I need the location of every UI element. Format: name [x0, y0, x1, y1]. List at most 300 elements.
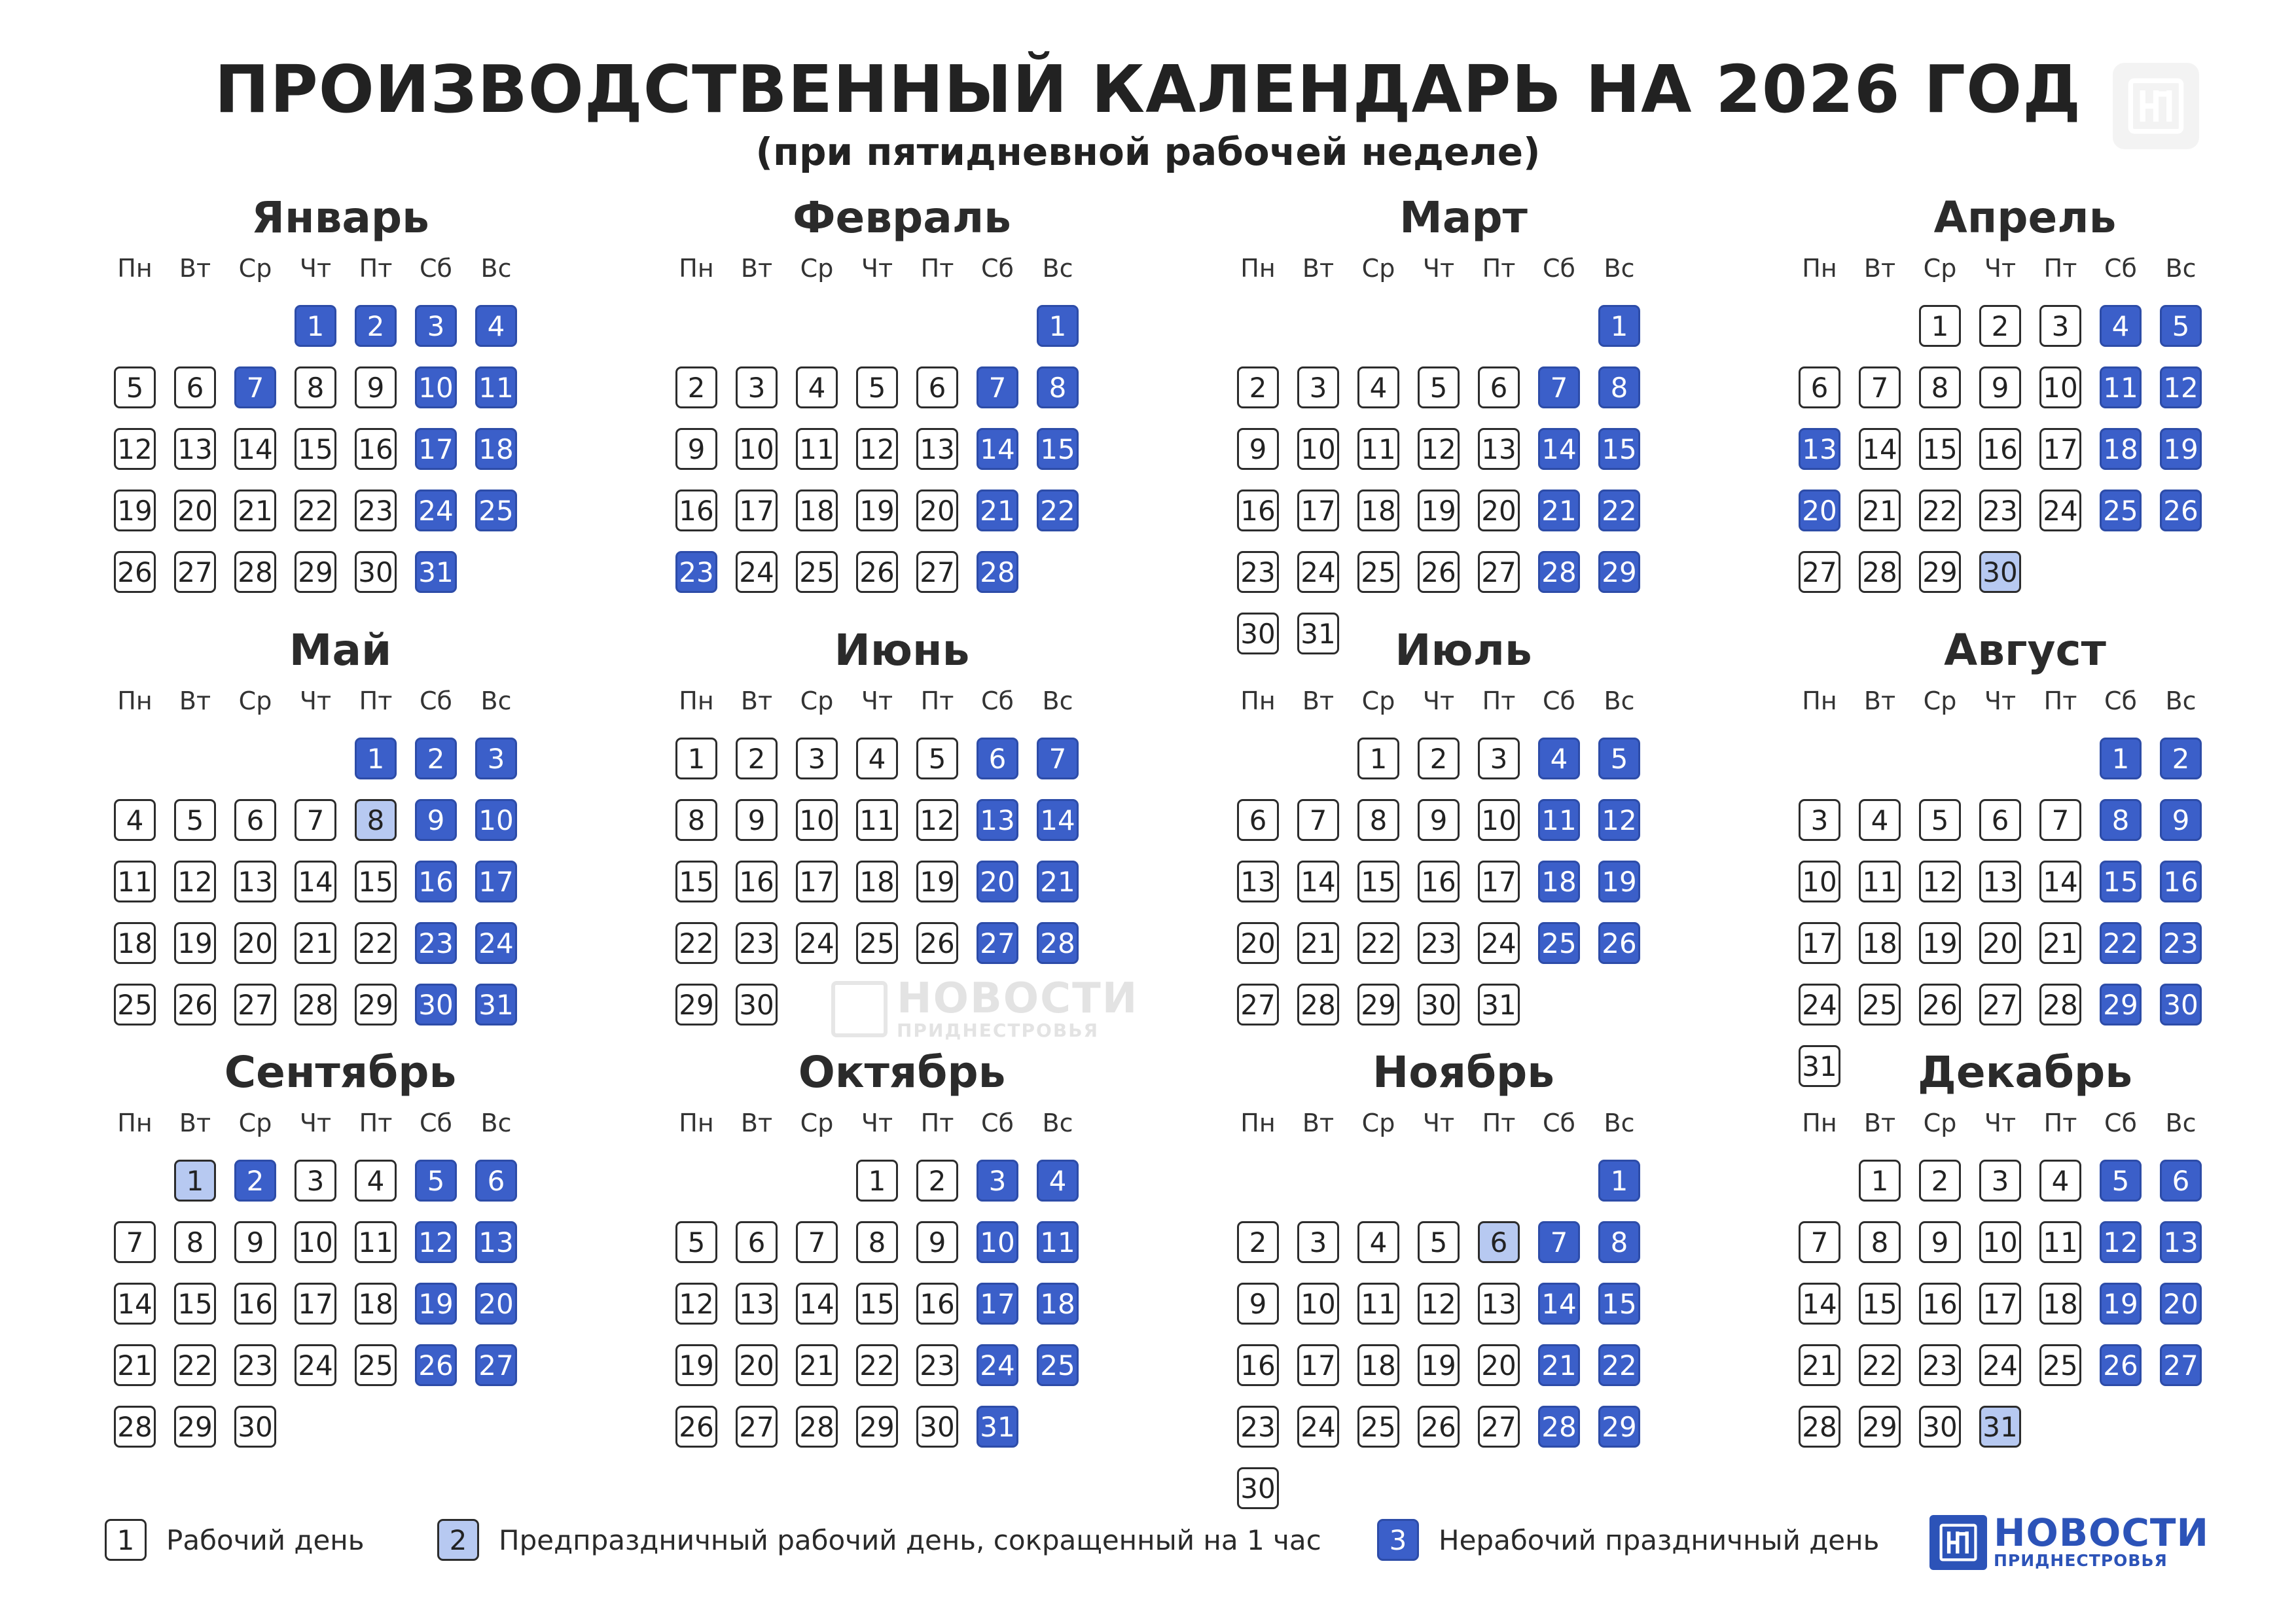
day-cell-work: 17 — [1297, 490, 1339, 531]
day-cell-work: 21 — [1297, 922, 1339, 964]
day-cell-pre-holiday: 1 — [174, 1160, 216, 1202]
weekday-label: Пн — [1802, 687, 1837, 715]
weekday-label: Пт — [2043, 254, 2077, 283]
weekday-label: Сб — [2104, 254, 2137, 283]
day-cell-work: 3 — [2039, 305, 2081, 347]
day-cell-work: 14 — [1859, 428, 1901, 470]
day-cell-work: 12 — [916, 799, 958, 841]
day-cell-work: 24 — [736, 551, 778, 593]
day-cell-holiday: 1 — [2100, 738, 2142, 779]
day-cell-holiday: 14 — [1538, 1283, 1580, 1325]
weekday-label: Сб — [1543, 687, 1575, 715]
weekday-label: Ср — [238, 1109, 272, 1137]
day-cell-work: 15 — [1357, 861, 1399, 902]
day-cell-work: 11 — [355, 1221, 397, 1263]
day-cell-holiday: 15 — [1037, 428, 1079, 470]
day-cell-holiday: 20 — [2160, 1283, 2202, 1325]
day-cell-work: 4 — [355, 1160, 397, 1202]
day-cell-work: 2 — [1237, 1221, 1279, 1263]
day-cell-holiday: 21 — [1538, 490, 1580, 531]
month-name: Февраль — [793, 192, 1011, 243]
weekday-label: Ср — [800, 254, 834, 283]
day-cell-holiday: 7 — [234, 366, 276, 408]
weekday-label: Пт — [359, 1109, 393, 1137]
weekday-label: Вс — [2165, 687, 2197, 715]
day-cell-pre-holiday: 30 — [1979, 551, 2021, 593]
day-cell-work: 9 — [736, 799, 778, 841]
day-cell-holiday: 12 — [1598, 799, 1640, 841]
day-cell-work: 6 — [1799, 366, 1840, 408]
day-cell-holiday: 7 — [1037, 738, 1079, 779]
day-cell-holiday: 29 — [1598, 551, 1640, 593]
weekday-label: Вт — [1302, 1109, 1335, 1137]
day-cell-work: 20 — [1237, 922, 1279, 964]
day-cell-work: 21 — [1799, 1344, 1840, 1386]
day-cell-work: 4 — [114, 799, 156, 841]
day-cell-work: 24 — [1297, 551, 1339, 593]
weekday-label: Вт — [179, 687, 211, 715]
day-cell-work: 18 — [1357, 1344, 1399, 1386]
day-cell-work: 13 — [1478, 1283, 1520, 1325]
weekday-label: Сб — [981, 1109, 1014, 1137]
day-cell-holiday: 11 — [2100, 366, 2142, 408]
weekday-label: Чт — [1422, 1109, 1455, 1137]
weekday-label: Ср — [800, 1109, 834, 1137]
day-cell-work: 12 — [856, 428, 898, 470]
day-cell-work: 7 — [1859, 366, 1901, 408]
day-cell-work: 11 — [2039, 1221, 2081, 1263]
day-cell-work: 8 — [174, 1221, 216, 1263]
weekday-label: Ср — [1923, 1109, 1957, 1137]
day-cell-work: 14 — [295, 861, 336, 902]
day-cell-work: 8 — [675, 799, 717, 841]
day-cell-work: 8 — [1859, 1221, 1901, 1263]
day-cell-work: 22 — [1357, 922, 1399, 964]
day-cell-work: 15 — [355, 861, 397, 902]
day-cell-holiday: 13 — [977, 799, 1018, 841]
day-cell-holiday: 5 — [1598, 738, 1640, 779]
day-cell-work: 12 — [1919, 861, 1961, 902]
day-cell-work: 1 — [856, 1160, 898, 1202]
day-cell-work: 3 — [1297, 1221, 1339, 1263]
weekday-label: Вс — [1604, 1109, 1635, 1137]
day-cell-work: 17 — [736, 490, 778, 531]
weekday-label: Чт — [299, 687, 332, 715]
weekday-label: Ср — [1923, 687, 1957, 715]
day-cell-work: 5 — [856, 366, 898, 408]
day-cell-work: 28 — [2039, 984, 2081, 1026]
day-cell-holiday: 8 — [1598, 366, 1640, 408]
day-cell-holiday: 5 — [2100, 1160, 2142, 1202]
day-cell-work: 13 — [174, 428, 216, 470]
day-cell-work: 18 — [2039, 1283, 2081, 1325]
day-cell-work: 24 — [295, 1344, 336, 1386]
month-name: Апрель — [1933, 192, 2117, 243]
day-cell-work: 23 — [355, 490, 397, 531]
day-cell-pre-holiday: 6 — [1478, 1221, 1520, 1263]
month-name: Май — [289, 625, 392, 675]
day-cell-holiday: 8 — [1598, 1221, 1640, 1263]
weekday-label: Чт — [861, 1109, 893, 1137]
day-cell-work: 30 — [355, 551, 397, 593]
day-cell-work: 29 — [675, 984, 717, 1026]
weekday-label: Вс — [1604, 687, 1635, 715]
day-cell-work: 26 — [916, 922, 958, 964]
day-cell-work: 7 — [2039, 799, 2081, 841]
day-cell-work: 24 — [1799, 984, 1840, 1026]
day-cell-holiday: 24 — [977, 1344, 1018, 1386]
weekday-label: Сб — [420, 687, 452, 715]
day-cell-holiday: 13 — [1799, 428, 1840, 470]
day-cell-work: 11 — [114, 861, 156, 902]
day-cell-work: 22 — [1919, 490, 1961, 531]
day-cell-holiday: 17 — [977, 1283, 1018, 1325]
day-cell-holiday: 6 — [475, 1160, 517, 1202]
weekday-label: Ср — [1923, 254, 1957, 283]
day-cell-work: 5 — [1919, 799, 1961, 841]
day-cell-work: 8 — [295, 366, 336, 408]
day-cell-work: 9 — [1418, 799, 1460, 841]
day-cell-holiday: 7 — [977, 366, 1018, 408]
day-cell-work: 29 — [856, 1406, 898, 1448]
day-cell-work: 15 — [856, 1283, 898, 1325]
day-cell-work: 17 — [1478, 861, 1520, 902]
day-cell-work: 6 — [234, 799, 276, 841]
day-cell-holiday: 24 — [415, 490, 457, 531]
day-cell-work: 30 — [234, 1406, 276, 1448]
weekday-label: Пн — [1802, 254, 1837, 283]
day-cell-holiday: 9 — [415, 799, 457, 841]
month-name: Июль — [1395, 625, 1532, 675]
day-cell-work: 9 — [355, 366, 397, 408]
day-cell-holiday: 25 — [2100, 490, 2142, 531]
day-cell-work: 21 — [1859, 490, 1901, 531]
day-cell-work: 4 — [2039, 1160, 2081, 1202]
day-cell-holiday: 29 — [1598, 1406, 1640, 1448]
day-cell-holiday: 19 — [1598, 861, 1640, 902]
day-cell-holiday: 6 — [2160, 1160, 2202, 1202]
day-cell-work: 1 — [1859, 1160, 1901, 1202]
day-cell-holiday: 10 — [475, 799, 517, 841]
day-cell-work: 30 — [1919, 1406, 1961, 1448]
day-cell-holiday: 8 — [1037, 366, 1079, 408]
weekday-label: Вт — [179, 254, 211, 283]
day-cell-holiday: 20 — [1799, 490, 1840, 531]
weekday-label: Вт — [740, 1109, 773, 1137]
day-cell-work: 10 — [2039, 366, 2081, 408]
day-cell-holiday: 1 — [1598, 1160, 1640, 1202]
day-cell-work: 28 — [796, 1406, 838, 1448]
day-cell-work: 24 — [1478, 922, 1520, 964]
day-cell-work: 8 — [1919, 366, 1961, 408]
day-cell-work: 16 — [1919, 1283, 1961, 1325]
day-cell-work: 5 — [675, 1221, 717, 1263]
month-name: Сентябрь — [224, 1047, 457, 1097]
day-cell-holiday: 28 — [1538, 1406, 1580, 1448]
day-cell-work: 26 — [1919, 984, 1961, 1026]
day-cell-work: 23 — [1418, 922, 1460, 964]
day-cell-work: 27 — [1478, 1406, 1520, 1448]
weekday-label: Сб — [2104, 687, 2137, 715]
day-cell-holiday: 2 — [234, 1160, 276, 1202]
brand-logo — [1929, 1510, 2210, 1570]
day-cell-work: 5 — [174, 799, 216, 841]
weekday-label: Вс — [2165, 254, 2197, 283]
day-cell-work: 3 — [736, 366, 778, 408]
day-cell-work: 2 — [916, 1160, 958, 1202]
day-cell-holiday: 19 — [415, 1283, 457, 1325]
day-cell-holiday: 22 — [2100, 922, 2142, 964]
day-cell-work: 21 — [796, 1344, 838, 1386]
day-cell-holiday: 6 — [977, 738, 1018, 779]
day-cell-work: 30 — [1237, 1467, 1279, 1509]
day-cell-holiday: 31 — [475, 984, 517, 1026]
day-cell-holiday: 17 — [415, 428, 457, 470]
day-cell-holiday: 2 — [2160, 738, 2202, 779]
day-cell-holiday: 16 — [415, 861, 457, 902]
day-cell-work: 22 — [1859, 1344, 1901, 1386]
day-cell-holiday: 27 — [977, 922, 1018, 964]
day-cell-pre-holiday: 31 — [1979, 1406, 2021, 1448]
day-cell-holiday: 11 — [1037, 1221, 1079, 1263]
day-cell-work: 14 — [1799, 1283, 1840, 1325]
day-cell-work: 2 — [736, 738, 778, 779]
day-cell-work: 22 — [355, 922, 397, 964]
day-cell-holiday: 4 — [1538, 738, 1580, 779]
day-cell-holiday: 5 — [2160, 305, 2202, 347]
day-cell-work: 21 — [295, 922, 336, 964]
day-cell-work: 18 — [1357, 490, 1399, 531]
weekday-label: Пт — [359, 254, 393, 283]
day-cell-work: 8 — [856, 1221, 898, 1263]
day-cell-holiday: 7 — [1538, 1221, 1580, 1263]
day-cell-work: 28 — [295, 984, 336, 1026]
weekday-label: Вс — [480, 687, 512, 715]
weekday-label: Пн — [117, 254, 152, 283]
day-cell-holiday: 25 — [1538, 922, 1580, 964]
legend-pre-holiday-sample: 2 — [437, 1519, 479, 1561]
day-cell-work: 17 — [2039, 428, 2081, 470]
day-cell-holiday: 1 — [1037, 305, 1079, 347]
day-cell-work: 24 — [2039, 490, 2081, 531]
day-cell-work: 30 — [1237, 613, 1279, 654]
weekday-label: Пт — [2043, 687, 2077, 715]
weekday-label: Вт — [1863, 254, 1896, 283]
day-cell-holiday: 10 — [977, 1221, 1018, 1263]
day-cell-work: 3 — [295, 1160, 336, 1202]
day-cell-holiday: 29 — [2100, 984, 2142, 1026]
day-cell-work: 3 — [796, 738, 838, 779]
page-title: ПРОИЗВОДСТВЕННЫЙ КАЛЕНДАРЬ НА 2026 ГОД — [214, 51, 2082, 128]
day-cell-work: 15 — [1859, 1283, 1901, 1325]
month-name: Декабрь — [1918, 1047, 2132, 1097]
day-cell-work: 4 — [856, 738, 898, 779]
day-cell-holiday: 13 — [2160, 1221, 2202, 1263]
day-cell-work: 23 — [736, 922, 778, 964]
weekday-label: Пт — [920, 254, 954, 283]
legend-pre-holiday-label: Предпраздничный рабочий день, сокращенный на 1 час — [499, 1524, 1321, 1556]
legend-holiday-sample: 3 — [1377, 1519, 1419, 1561]
day-cell-holiday: 22 — [1598, 1344, 1640, 1386]
weekday-label: Пт — [920, 1109, 954, 1137]
day-cell-work: 6 — [916, 366, 958, 408]
day-cell-work: 21 — [2039, 922, 2081, 964]
day-cell-work: 20 — [1478, 1344, 1520, 1386]
day-cell-work: 24 — [1297, 1406, 1339, 1448]
day-cell-work: 4 — [1357, 1221, 1399, 1263]
weekday-label: Пт — [1482, 254, 1516, 283]
day-cell-holiday: 28 — [977, 551, 1018, 593]
day-cell-work: 3 — [1979, 1160, 2021, 1202]
day-cell-work: 10 — [1297, 1283, 1339, 1325]
day-cell-holiday: 15 — [2100, 861, 2142, 902]
weekday-label: Пн — [679, 687, 714, 715]
day-cell-work: 14 — [114, 1283, 156, 1325]
day-cell-work: 3 — [1478, 738, 1520, 779]
day-cell-work: 2 — [1237, 366, 1279, 408]
weekday-label: Пт — [2043, 1109, 2077, 1137]
day-cell-holiday: 19 — [2160, 428, 2202, 470]
day-cell-holiday: 1 — [1598, 305, 1640, 347]
day-cell-work: 26 — [675, 1406, 717, 1448]
weekday-label: Вт — [740, 687, 773, 715]
day-cell-work: 17 — [1799, 922, 1840, 964]
weekday-label: Вт — [1863, 1109, 1896, 1137]
day-cell-work: 19 — [1418, 490, 1460, 531]
day-cell-work: 10 — [295, 1221, 336, 1263]
watermark-brand-name: НОВОСТИ — [897, 974, 1139, 1023]
day-cell-holiday: 23 — [415, 922, 457, 964]
day-cell-work: 19 — [856, 490, 898, 531]
day-cell-holiday: 4 — [475, 305, 517, 347]
weekday-label: Пн — [1240, 687, 1276, 715]
weekday-label: Чт — [861, 687, 893, 715]
day-cell-work: 23 — [916, 1344, 958, 1386]
day-cell-holiday: 9 — [2160, 799, 2202, 841]
day-cell-work: 31 — [1478, 984, 1520, 1026]
weekday-label: Ср — [1361, 254, 1395, 283]
day-cell-work: 17 — [295, 1283, 336, 1325]
day-cell-holiday: 23 — [2160, 922, 2202, 964]
day-cell-work: 15 — [675, 861, 717, 902]
weekday-label: Сб — [1543, 254, 1575, 283]
day-cell-work: 6 — [736, 1221, 778, 1263]
day-cell-work: 29 — [295, 551, 336, 593]
day-cell-holiday: 13 — [475, 1221, 517, 1263]
day-cell-work: 12 — [1418, 428, 1460, 470]
weekday-label: Чт — [299, 1109, 332, 1137]
legend-pre-holiday — [437, 1517, 1321, 1563]
day-cell-work: 21 — [234, 490, 276, 531]
day-cell-work: 27 — [174, 551, 216, 593]
day-cell-work: 11 — [856, 799, 898, 841]
day-cell-holiday: 1 — [295, 305, 336, 347]
day-cell-work: 6 — [1237, 799, 1279, 841]
day-cell-holiday: 12 — [2160, 366, 2202, 408]
day-cell-work: 10 — [1297, 428, 1339, 470]
day-cell-work: 13 — [1979, 861, 2021, 902]
np-logo-icon — [1929, 1515, 1987, 1570]
legend-holiday-label: Нерабочий праздничный день — [1439, 1524, 1880, 1556]
weekday-label: Сб — [420, 254, 452, 283]
weekday-label: Чт — [1422, 254, 1455, 283]
day-cell-work: 25 — [355, 1344, 397, 1386]
weekday-label: Чт — [1984, 687, 2017, 715]
weekday-label: Вс — [1042, 254, 1073, 283]
day-cell-holiday: 15 — [1598, 1283, 1640, 1325]
day-cell-work: 12 — [675, 1283, 717, 1325]
day-cell-holiday: 5 — [415, 1160, 457, 1202]
day-cell-holiday: 1 — [355, 738, 397, 779]
weekday-label: Вс — [1604, 254, 1635, 283]
day-cell-work: 4 — [796, 366, 838, 408]
day-cell-work: 9 — [234, 1221, 276, 1263]
day-cell-holiday: 21 — [1037, 861, 1079, 902]
day-cell-work: 23 — [1919, 1344, 1961, 1386]
day-cell-work: 16 — [1237, 490, 1279, 531]
day-cell-work: 16 — [355, 428, 397, 470]
day-cell-work: 28 — [1859, 551, 1901, 593]
day-cell-work: 25 — [796, 551, 838, 593]
day-cell-work: 14 — [796, 1283, 838, 1325]
day-cell-holiday: 18 — [1538, 861, 1580, 902]
day-cell-holiday: 3 — [475, 738, 517, 779]
day-cell-work: 14 — [1297, 861, 1339, 902]
day-cell-work: 26 — [1418, 551, 1460, 593]
day-cell-holiday: 11 — [475, 366, 517, 408]
day-cell-work: 23 — [1979, 490, 2021, 531]
weekday-label: Пт — [920, 687, 954, 715]
day-cell-work: 16 — [1979, 428, 2021, 470]
day-cell-work: 9 — [675, 428, 717, 470]
weekday-label: Пн — [117, 1109, 152, 1137]
day-cell-work: 19 — [675, 1344, 717, 1386]
weekday-label: Ср — [238, 687, 272, 715]
day-cell-work: 11 — [1357, 428, 1399, 470]
day-cell-pre-holiday: 8 — [355, 799, 397, 841]
day-cell-work: 30 — [1418, 984, 1460, 1026]
day-cell-work: 20 — [174, 490, 216, 531]
day-cell-work: 3 — [1297, 366, 1339, 408]
day-cell-work: 10 — [1799, 861, 1840, 902]
day-cell-work: 16 — [916, 1283, 958, 1325]
day-cell-work: 24 — [1979, 1344, 2021, 1386]
weekday-label: Сб — [2104, 1109, 2137, 1137]
day-cell-work: 17 — [1979, 1283, 2021, 1325]
day-cell-work: 20 — [234, 922, 276, 964]
day-cell-work: 14 — [234, 428, 276, 470]
day-cell-work: 7 — [796, 1221, 838, 1263]
day-cell-work: 11 — [796, 428, 838, 470]
day-cell-work: 18 — [796, 490, 838, 531]
day-cell-work: 7 — [295, 799, 336, 841]
day-cell-holiday: 28 — [1538, 551, 1580, 593]
day-cell-work: 1 — [1357, 738, 1399, 779]
day-cell-work: 1 — [1919, 305, 1961, 347]
day-cell-work: 26 — [114, 551, 156, 593]
month-name: Ноябрь — [1372, 1047, 1555, 1097]
day-cell-work: 26 — [174, 984, 216, 1026]
day-cell-work: 28 — [1799, 1406, 1840, 1448]
day-cell-holiday: 14 — [977, 428, 1018, 470]
day-cell-holiday: 28 — [1037, 922, 1079, 964]
day-cell-work: 20 — [736, 1344, 778, 1386]
day-cell-work: 9 — [1237, 1283, 1279, 1325]
weekday-label: Чт — [861, 254, 893, 283]
day-cell-work: 19 — [916, 861, 958, 902]
day-cell-work: 10 — [1478, 799, 1520, 841]
day-cell-work: 27 — [916, 551, 958, 593]
